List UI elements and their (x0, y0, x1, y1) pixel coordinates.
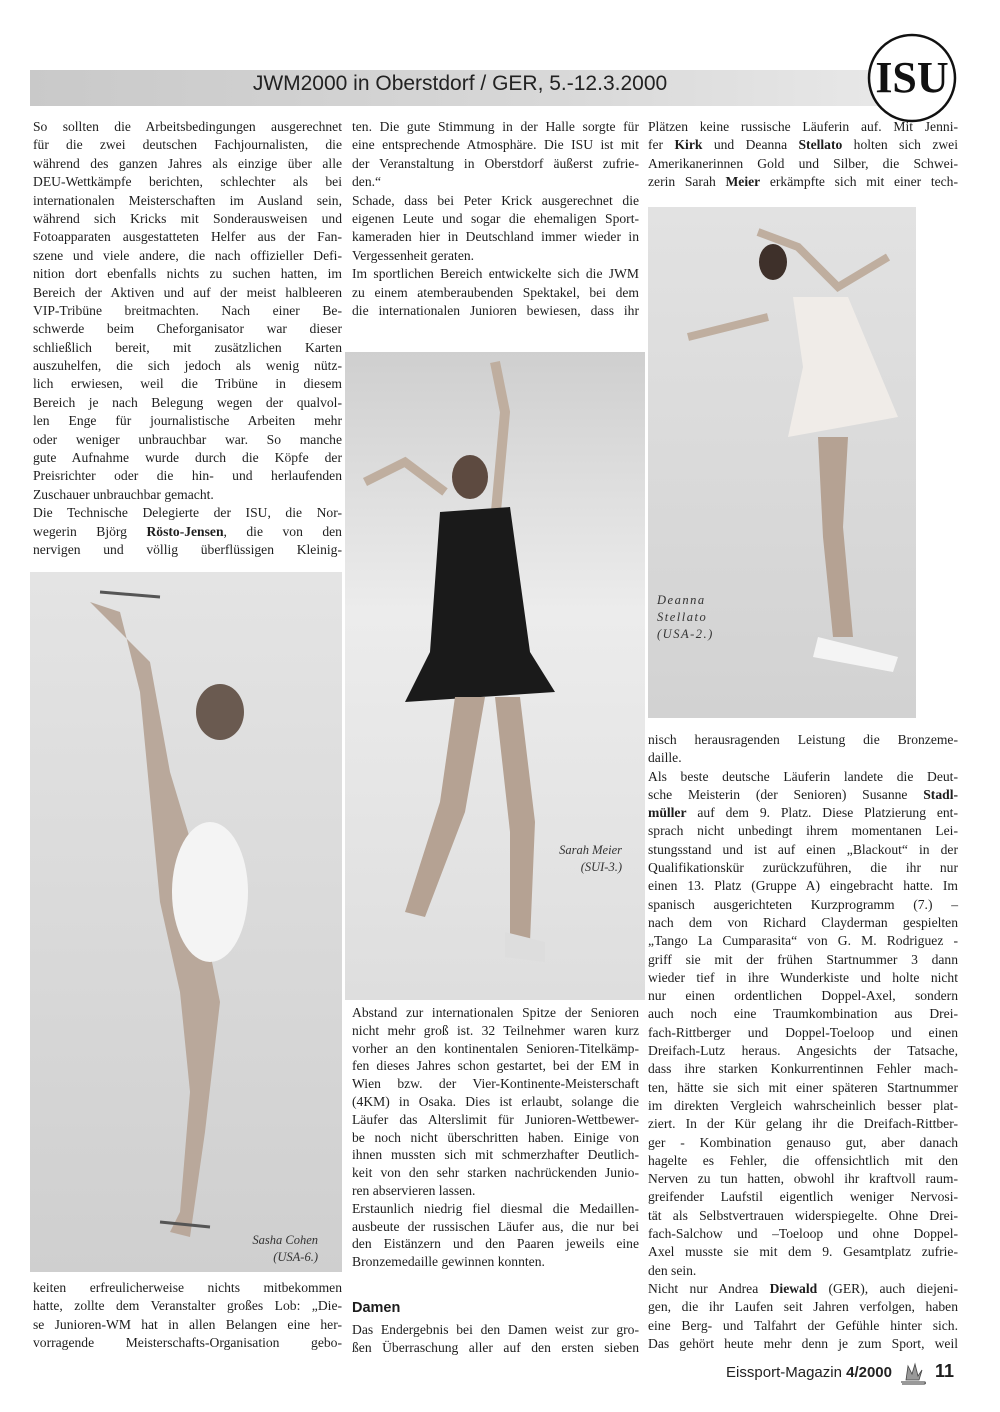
text-line: Abstand zur internationalen Spitze der Senioren (352, 1005, 639, 1020)
text-line: ßen Überraschung aller auf den ersten sieben (352, 1339, 639, 1355)
caption-name: Sarah Meier (559, 843, 622, 857)
text-line: den Eistänzern und den Paaren jeweils eine (352, 1236, 639, 1252)
text-line: fach-Salchow und –Toeloop und ohne Doppel- (648, 1226, 958, 1242)
text-block-col2-top (352, 118, 639, 320)
text-line: Erstaunlich niedrig fiel diesmal die Medaillen- (352, 1200, 639, 1216)
page-title: JWM2000 in Oberstdorf / GER, 5.-12.3.2000 (252, 72, 668, 95)
text-line: eigenen Leute und sogar die ehemaligen Sport- (352, 210, 639, 226)
text-line: nur einen ordentlichen Doppel-Axel, sondern (648, 988, 958, 1004)
issue-number: 4/2000 (846, 1364, 892, 1381)
text-line: gute Aufnahme wurde durch die Köpfe der (33, 450, 342, 466)
text-line: Bereich der Aktiven und auf der meist halbleeren (33, 284, 342, 300)
text-line: VIP-Tribüne breitmachten. Nach einer Be- (33, 302, 342, 318)
bold-name: Stellato (798, 137, 843, 153)
text-line (33, 523, 342, 541)
text-segment: und Deanna (702, 137, 799, 153)
text-line: daille. (648, 750, 682, 766)
text-line: So sollten die Arbeitsbedingungen ausgerechnet (33, 119, 342, 134)
text-block-col3-top (648, 118, 958, 192)
text-line: Plätzen keine russische Läuferin auf. Mit Jenni- (648, 119, 958, 134)
text-block-col3-bottom (648, 731, 958, 1353)
text-line: Dreifach-Lutz heraus. Angesichts der Tatsache, (648, 1043, 958, 1059)
text-line: eine entsprechende Atmosphäre. Die ISU ist mit (352, 137, 639, 153)
text-line: nisch herausragenden Leistung die Bronzeme- (648, 732, 958, 747)
text-line: während sich Kricks mit Sonderausweisen und (33, 210, 342, 226)
text-line: be noch nicht überschritten haben. Einige von (352, 1129, 639, 1145)
text-line (648, 804, 958, 822)
bold-name: Meier (725, 174, 761, 190)
text-line (648, 1280, 958, 1298)
text-line: ausbeute der russischen Läufer aus, die nur bei (352, 1218, 639, 1234)
text-line: tät als Selbstvertrauen widerspiegelte. Ohne Drei- (648, 1207, 958, 1223)
text-line: ihnen mussten sich mit schmerzhafter Deutlich- (352, 1147, 639, 1163)
text-segment: fer (648, 137, 675, 153)
text-line: ten, hätte sie sich mit einer späteren Startnummer (648, 1079, 958, 1095)
text-line: Bronzemedaille gewinnen konnten. (352, 1254, 545, 1270)
text-line: gen, die ihr Laufen seit Jahren verfolgen, haben (648, 1299, 958, 1315)
text-line: Zuschauer unbrauchbar gemacht. (33, 486, 214, 502)
text-line: lich erwiesen, weil die Tribüne in diesem (33, 376, 342, 392)
text-line: zu einem atemberaubenden Spektakel, bei dem (352, 284, 639, 300)
text-line: die internationalen Junioren bewiesen, dass ihr (352, 302, 639, 318)
text-segment: (GER), auch diejeni- (817, 1280, 958, 1296)
bold-name: Rösto-Jensen (146, 523, 224, 539)
text-segment: zerin Sarah (648, 174, 726, 190)
text-line: ten. Die gute Stimmung in der Halle sorgte für (352, 119, 639, 134)
text-line: sprach nicht unbedingt ihrem momentanen Lei- (648, 823, 958, 839)
text-block-col2-bottom (352, 1004, 639, 1271)
text-line: oder weniger unbrauchbar war. So manche (33, 431, 342, 447)
text-line: nervigen und völlig überflüssigen Kleinig- (33, 541, 342, 557)
text-line: len Enge für journalistische Arbeiten mehr (33, 413, 342, 429)
photo-sarah-meier (345, 352, 645, 1000)
caption-sarah-meier (540, 842, 622, 876)
text-segment: , die von den (223, 523, 342, 539)
text-line: auch noch eine Traumkombination aus Drei- (648, 1006, 958, 1022)
text-line: nition dort ebenfalls nichts zu suchen hatten, im (33, 266, 342, 282)
text-line: kameraden hier in Deutschland immer wieder in (352, 229, 639, 245)
text-line: greifender Laufstil eigentlich weniger Nervosi- (648, 1189, 958, 1205)
text-line: schwerde beim Cheforganisator war dieser (33, 321, 342, 337)
text-line: Qualifikationskür zurückzuführen, die ihr nur (648, 860, 958, 876)
caption-sasha-cohen (248, 1232, 318, 1266)
text-segment: erkämpfte sich mit einer tech- (760, 174, 958, 190)
text-line: auszuhelfen, die sich jedoch als wenig nütz- (33, 358, 342, 374)
text-line: ziert. In der Kür gelang ihr die Dreifach-Rittber- (648, 1116, 958, 1132)
text-line: während des ganzen Jahres als einzige über alle (33, 155, 342, 171)
text-line: DEU-Wettkämpfe berichten, schlechter als bei (33, 174, 342, 190)
text-line: den.“ (352, 174, 382, 190)
text-line: Wien bzw. der Vier-Kontinente-Meisterschaft (352, 1076, 639, 1092)
text-line: eine Berg- und Talfahrt der Gefühle hinter sich. (648, 1317, 958, 1333)
caption-country: (USA-6.) (273, 1250, 318, 1264)
text-line: keiten erfreulicherweise nichts mitbekommen (33, 1280, 342, 1295)
text-line: Das gehört heute mehr denn je zum Sport, weil (648, 1335, 958, 1351)
text-segment: auf dem 9. Platz. Diese Platzierung ent- (686, 805, 958, 821)
caption-country: (SUI-3.) (580, 860, 622, 874)
text-line: Bereich je nach Belegung wegen der qualvol- (33, 394, 342, 410)
text-line: Die Technische Delegierte der ISU, die Nor- (33, 505, 342, 521)
text-line (648, 136, 958, 154)
caption-country: (USA-2.) (657, 627, 714, 641)
text-line: Vergessenheit geraten. (352, 247, 475, 263)
text-line: griff sie mit der frühen Startnummer 3 dann (648, 951, 958, 967)
text-line: internationalen Meisterschaften im Ausland sein, (33, 192, 342, 208)
text-segment: Nicht nur Andrea (648, 1280, 770, 1296)
text-line: Als beste deutsche Läuferin landete die Deut- (648, 768, 958, 784)
text-line: Läufer das Alterslimit für Junioren-Wettbewer- (352, 1111, 639, 1127)
text-line: Im sportlichen Bereich entwickelte sich die JWM (352, 266, 639, 282)
text-line: wieder tief in ihre Wunderkiste und holte nicht (648, 969, 958, 985)
caption-name: Stellato (657, 610, 708, 624)
text-line: ger - Kombination genauso gut, aber danach (648, 1134, 958, 1150)
text-line: hatte, zollte dem Veranstalter großes Lob: „Die- (33, 1298, 342, 1314)
svg-text:ISU: ISU (875, 53, 949, 102)
text-line: se Junioren-WM hat in allen Belangen eine her- (33, 1316, 342, 1332)
caption-name: Deanna (657, 593, 706, 607)
text-line: „Tango La Cumparasita“ von G. M. Rodriguez - (648, 933, 958, 949)
text-line: Das Endergebnis bei den Damen weist zur gro- (352, 1322, 639, 1337)
text-line: schließlich bereit, mit zusätzlichen Karten (33, 339, 342, 355)
text-line (648, 786, 958, 804)
text-line: für die zwei deutschen Fachjournalisten, die (33, 137, 342, 153)
text-line: Schade, dass bei Peter Krick ausgerechnet die (352, 192, 639, 208)
text-block-col1-bottom (33, 1279, 342, 1353)
skate-logo-icon (898, 1362, 928, 1386)
text-line: Amerikanerinnen Gold und Silber, die Schwei- (648, 155, 958, 171)
text-line: im direkten Vergleich wahrscheinlich besser plat- (648, 1097, 958, 1113)
text-line (648, 173, 958, 191)
photo-sasha-cohen (30, 572, 342, 1272)
text-line: hagelte es Fehler, die offensichtlich mit den (648, 1152, 958, 1168)
text-line: szene und viele andere, die nach offizieller Defi- (33, 247, 342, 263)
text-line: einen 13. Platz (Gruppe A) eingebracht hatte. Im (648, 878, 958, 894)
text-line: nicht mehr groß ist. 32 Teilnehmer waren kurz (352, 1022, 639, 1038)
text-line: der Veranstaltung in Oberstdorf äußerst zufrie- (352, 155, 639, 171)
footer-magazine (726, 1364, 892, 1381)
caption-deanna-stellato (657, 592, 714, 643)
bold-name: Stadl- (923, 786, 958, 802)
isu-logo (866, 32, 958, 124)
text-segment: wegerin Björg (33, 523, 147, 539)
text-line: spanisch ausgerichteten Kurzprogramm (7.) – (648, 896, 958, 912)
bold-name: müller (648, 805, 687, 821)
text-line: Preisrichter oder die hin- und herlaufenden (33, 468, 342, 484)
text-line: Nerven zu tun hatten, obwohl ihr kraftvoll raum- (648, 1171, 958, 1187)
text-line: den sein. (648, 1262, 697, 1278)
text-segment: sche Meisterin (der Senioren) Susanne (648, 786, 924, 802)
text-line: Fotoapparaten ausgestatteten Helfer aus der Fan- (33, 229, 342, 245)
text-line: stungsstand und ist auf einen „Blackout“ in der (648, 841, 958, 857)
text-line: fen dieses Jahres schon gestartet, bei der EM in (352, 1058, 639, 1074)
text-line: vorher an den kontinentalen Senioren-Titelkämp- (352, 1040, 639, 1056)
caption-name: Sasha Cohen (252, 1233, 318, 1247)
text-segment: holten sich zwei (842, 137, 958, 153)
text-line: ren abservieren lassen. (352, 1182, 476, 1198)
text-line: dass ihre starken Konkurrentinnen Fehler mach- (648, 1061, 958, 1077)
text-line: vorragende Meisterschafts-Organisation gebo- (33, 1335, 342, 1351)
text-block-col1-top (33, 118, 342, 559)
bold-name: Kirk (674, 137, 703, 153)
text-block-col2-end (352, 1321, 639, 1357)
section-heading-damen: Damen (352, 1300, 401, 1316)
bold-name: Diewald (769, 1280, 818, 1296)
text-line: (4KM) in Osaka. Dies ist erlaubt, solange die (352, 1093, 639, 1109)
text-line: Axel musste sie mit dem 9. Gesamtplatz zufrie- (648, 1244, 958, 1260)
magazine-name: Eissport-Magazin (726, 1364, 842, 1381)
text-line: fach-Rittberger und Doppel-Toeloop und einen (648, 1024, 958, 1040)
text-line: keit von den sehr starken nachrückenden Junio- (352, 1165, 639, 1181)
text-line: nach dem von Richard Clayderman gespielten (648, 914, 958, 930)
page-number: 11 (935, 1361, 955, 1381)
